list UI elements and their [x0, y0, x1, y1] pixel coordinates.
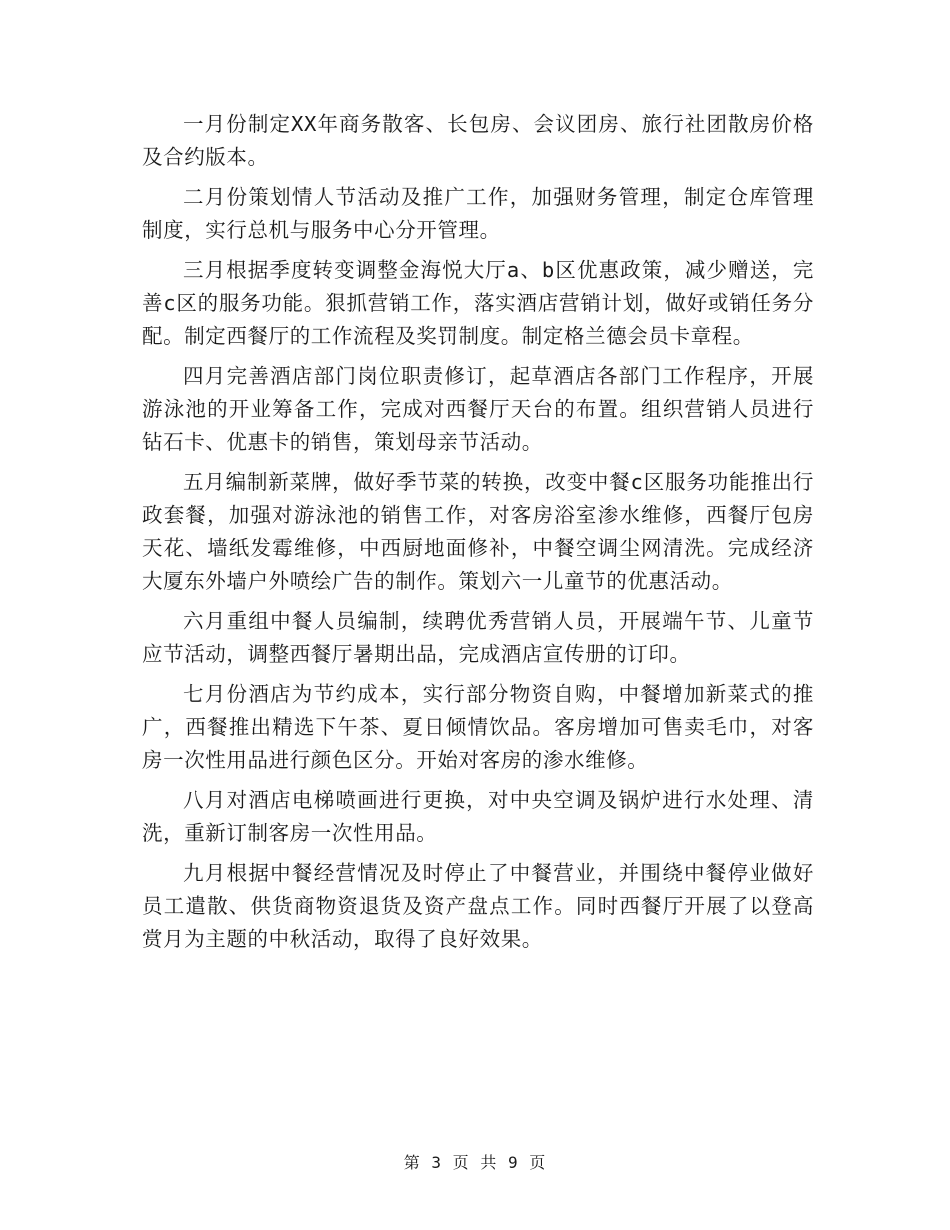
paragraph-february: 二月份策划情人节活动及推广工作，加强财务管理，制定仓库管理制度，实行总机与服务中心分开管理。	[142, 185, 814, 242]
paragraph-april: 四月完善酒店部门岗位职责修订，起草酒店各部门工作程序，开展游泳池的开业筹备工作，完成对西餐厅天台的布置。组织营销人员进行钻石卡、优惠卡的销售，策划母亲节活动。	[142, 364, 814, 454]
paragraph-may: 五月编制新菜牌，做好季节菜的转换，改变中餐c区服务功能推出行政套餐，加强对游泳池的销售工作，对客房浴室渗水维修，西餐厅包房天花、墙纸发霉维修，中西厨地面修补，中餐空调尘网清洗。完成经济大厦东外墙户外喷绘广告的制作。策划六一儿童节的优惠活动。	[142, 470, 814, 593]
paragraph-august: 八月对酒店电梯喷画进行更换，对中央空调及锅炉进行水处理、清洗，重新订制客房一次性用品。	[142, 788, 814, 845]
paragraph-september: 九月根据中餐经营情况及时停止了中餐营业，并围绕中餐停业做好员工遣散、供货商物资退货及资产盘点工作。同时西餐厅开展了以登高赏月为主题的中秋活动，取得了良好效果。	[142, 861, 814, 951]
page-number-footer: 第 3 页 共 9 页	[403, 1153, 547, 1172]
paragraph-january: 一月份制定XX年商务散客、长包房、会议团房、旅行社团散房价格及合约版本。	[142, 112, 814, 169]
paragraph-march: 三月根据季度转变调整金海悦大厅a、b区优惠政策，减少赠送，完善c区的服务功能。狠抓营销工作，落实酒店营销计划，做好或销任务分配。制定西餐厅的工作流程及奖罚制度。制定格兰德会员卡章程。	[142, 258, 814, 348]
paragraph-june: 六月重组中餐人员编制，续聘优秀营销人员，开展端午节、儿童节应节活动，调整西餐厅暑期出品，完成酒店宣传册的订印。	[142, 609, 814, 666]
paragraph-july: 七月份酒店为节约成本，实行部分物资自购，中餐增加新菜式的推广，西餐推出精选下午茶、夏日倾情饮品。客房增加可售卖毛巾，对客房一次性用品进行颜色区分。开始对客房的渗水维修。	[142, 682, 814, 772]
document-body	[142, 108, 814, 963]
